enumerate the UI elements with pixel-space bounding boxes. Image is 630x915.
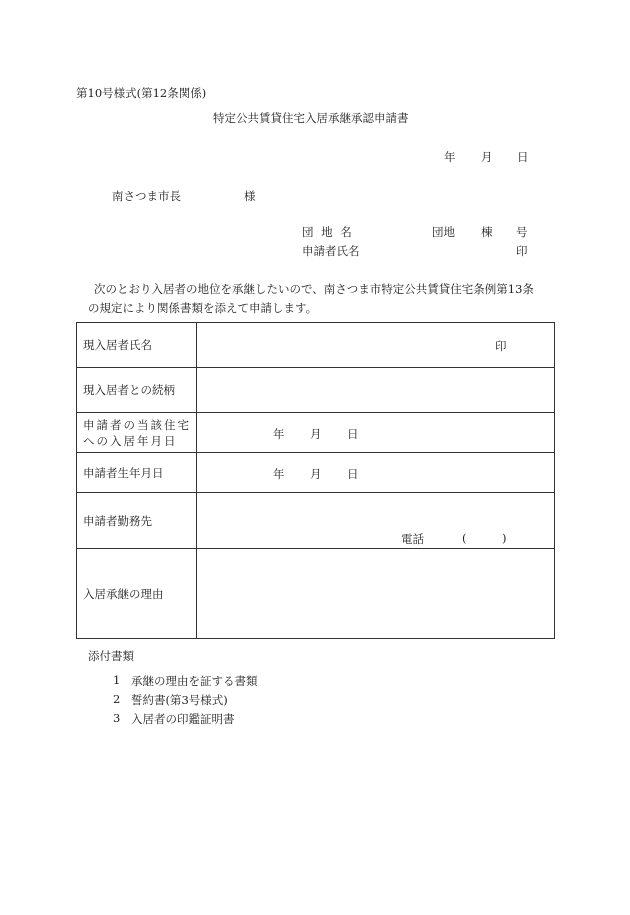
form-number: 第10号様式(第12条関係) — [76, 86, 207, 100]
addressee-name: 南さつま市長 — [112, 189, 181, 203]
table-row — [77, 453, 555, 493]
body-text-line2: の規定により関係書類を添えて申請します。 — [88, 301, 318, 315]
table-row — [77, 493, 555, 549]
move-in-date-label — [77, 413, 197, 453]
date-day-label: 日 — [517, 150, 529, 164]
attachments-heading: 添付書類 — [88, 649, 134, 663]
addressee-honorific: 様 — [244, 189, 256, 203]
attachment-number: 1 — [113, 673, 121, 687]
document-title: 特定公共賃貸住宅入居承継承認申請書 — [213, 111, 409, 125]
workplace-field[interactable] — [197, 493, 555, 549]
birth-year: 年 — [273, 467, 285, 481]
succession-reason-label: 入居承継の理由 — [77, 549, 197, 639]
move-in-date-label-line2: への入居年月日 — [83, 433, 178, 448]
move-in-date-field[interactable] — [197, 413, 555, 453]
attachment-text: 承継の理由を証する書類 — [131, 674, 258, 688]
current-resident-name-label: 現入居者氏名 — [77, 323, 197, 368]
phone-open-paren: ( — [462, 531, 467, 545]
phone-label: 電話 — [401, 532, 424, 546]
attachment-text: 入居者の印鑑証明書 — [131, 712, 235, 726]
relationship-field[interactable] — [197, 368, 555, 413]
attachment-text: 誓約書(第3号様式) — [131, 693, 228, 707]
table-row — [77, 368, 555, 413]
table-row — [77, 413, 555, 453]
resident-seal: 印 — [495, 339, 507, 353]
date-year-label: 年 — [444, 150, 456, 164]
current-resident-name-field[interactable] — [197, 323, 555, 368]
date-month-label: 月 — [481, 150, 493, 164]
move-in-day: 日 — [347, 427, 359, 441]
danchi-name-label: 団 地 名 — [302, 225, 354, 239]
birth-day: 日 — [347, 467, 359, 481]
relationship-label: 現入居者との続柄 — [77, 368, 197, 413]
attachment-number: 3 — [113, 711, 121, 725]
birth-date-field[interactable] — [197, 453, 555, 493]
succession-reason-field[interactable] — [197, 549, 555, 639]
phone-close-paren: ) — [502, 531, 507, 545]
birth-date-label: 申請者生年月日 — [77, 453, 197, 493]
workplace-label: 申請者勤務先 — [77, 493, 197, 549]
move-in-date-label-line1: 申請者の当該住宅 — [83, 417, 191, 432]
number-suffix: 号 — [516, 225, 528, 239]
attachment-number: 2 — [113, 692, 121, 706]
applicant-seal: 印 — [516, 244, 528, 258]
applicant-name-label: 申請者氏名 — [302, 244, 360, 258]
move-in-year: 年 — [273, 427, 285, 441]
move-in-month: 月 — [310, 427, 322, 441]
body-text-line1: 次のとおり入居者の地位を承継したいので、南さつま市特定公共賃貸住宅条例第13条 — [94, 282, 534, 296]
danchi-value: 団地 — [432, 225, 455, 239]
table-row — [77, 323, 555, 368]
birth-month: 月 — [310, 467, 322, 481]
application-table — [76, 322, 555, 639]
table-row — [77, 549, 555, 639]
building-suffix: 棟 — [481, 225, 493, 239]
